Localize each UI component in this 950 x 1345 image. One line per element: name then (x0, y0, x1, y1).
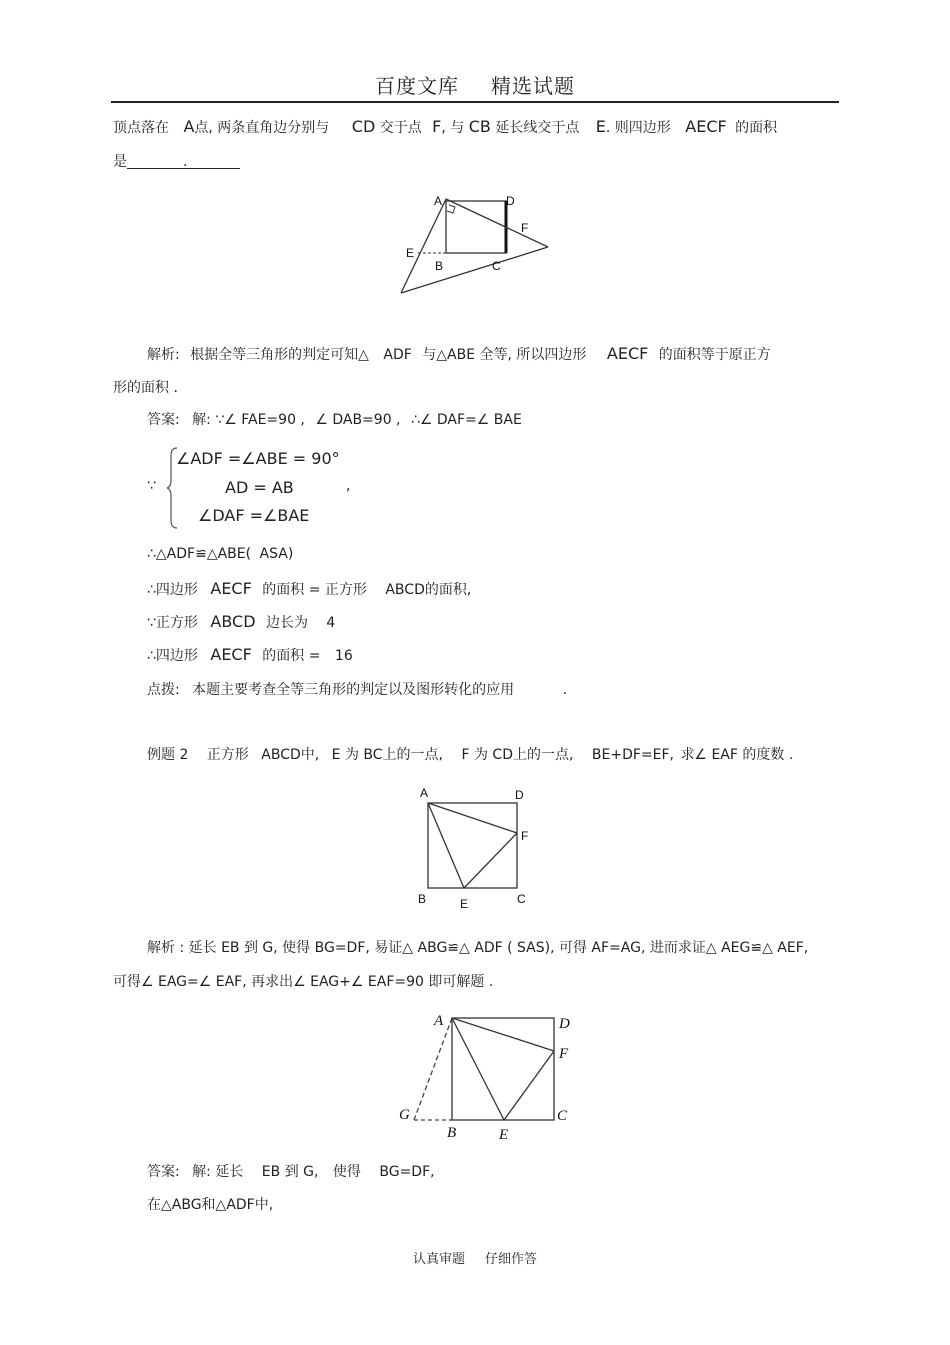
label-a: A (420, 786, 429, 800)
label-c: C (557, 1108, 568, 1124)
square-abcd (446, 201, 506, 253)
page-footer (0, 1248, 950, 1267)
label-a: A (434, 194, 443, 208)
segment-ef (464, 833, 517, 888)
figure-3 (395, 1008, 575, 1143)
analysis-2-line-2: 可得∠ EAG=∠ EAF, 再求出∠ EAG+∠ EAF=90 即可解题 . (113, 974, 494, 990)
label-f: F (521, 221, 529, 235)
label-a: A (434, 1013, 444, 1029)
step-congruent: ∴△ADF≌△ABE( ASA) (147, 546, 294, 562)
segment-ae (452, 1018, 504, 1120)
label-b: B (418, 892, 427, 906)
tip-line: 点拨: 本题主要考查全等三角形的判定以及图形转化的应用 . (147, 682, 568, 698)
answer-1-line: 答案: 解: ∵∠ FAE=90 , ∠ DAB=90 , ∴∠ DAF=∠ BAE (147, 412, 522, 428)
segment-af (428, 803, 517, 833)
analysis-2-line-1: 解析 : 延长 EB 到 G, 使得 BG=DF, 易证△ ABG≌△ ADF ( SAS), 可得 AF=AG, 进而求证△ AEG≌△ AEF, (147, 940, 809, 956)
dashed-ag (414, 1018, 452, 1120)
footer-right: 仔细作答 (485, 1252, 538, 1267)
header-left: 百度文库 (375, 74, 459, 98)
segment-af (452, 1018, 554, 1051)
analysis-1-line-1: 解析: 根据全等三角形的判定可知△ ADF 与△ABE 全等, 所以四边形 AECF 的面积等于原正方 (147, 344, 771, 363)
header-rule (111, 101, 839, 103)
step-side-length: ∵正方形 ABCD 边长为 4 (147, 612, 336, 631)
footer-left: 认真审题 (412, 1252, 465, 1267)
system-eq-2: AD = AB (225, 478, 294, 497)
label-e: E (406, 246, 415, 260)
label-f: F (521, 829, 529, 843)
figure-2 (410, 782, 535, 912)
example-2-line: 例题 2 正方形 ABCD中, E 为 BC上的一点, F 为 CD上的一点, BE+DF=EF, 求∠ EAF 的度数 . (147, 747, 794, 763)
page-header (0, 70, 950, 99)
step-area-result: ∴四边形 AECF 的面积 = 16 (147, 645, 353, 664)
intro-line-1: 顶点落在 A点, 两条直角边分别与 CD 交于点 F, 与 CB 延长线交于点 E. 则四边形 AECF 的面积 (113, 117, 778, 136)
header-right: 精选试题 (491, 74, 575, 98)
system-comma: , (346, 478, 351, 494)
label-f: F (559, 1046, 569, 1062)
label-e: E (460, 897, 469, 911)
segment-ef (504, 1051, 554, 1120)
square-abcd (452, 1018, 554, 1120)
analysis-1-line-2: 形的面积 . (113, 380, 178, 396)
segment-ae (428, 803, 464, 888)
label-b: B (435, 259, 444, 273)
step-area-equal: ∴四边形 AECF 的面积 = 正方形 ABCD的面积, (147, 579, 472, 598)
label-e: E (499, 1127, 509, 1143)
answer-2-line-1: 答案: 解: 延长 EB 到 G, 使得 BG=DF, (147, 1164, 435, 1180)
label-d: D (506, 194, 515, 208)
square-abcd (428, 803, 517, 888)
hypotenuse (401, 247, 548, 293)
label-d: D (515, 788, 524, 802)
leg-af (446, 199, 548, 247)
intro-line-2: 是 . (113, 151, 240, 171)
answer-blank: . (127, 154, 240, 169)
system-eq-1: ∠ADF =∠ABE = 90° (176, 449, 340, 468)
system-eq-3: ∠DAF =∠BAE (198, 506, 310, 525)
label-c: C (517, 892, 526, 906)
label-g: G (399, 1107, 410, 1123)
label-d: D (559, 1016, 570, 1032)
because-symbol: ∵ (147, 478, 156, 494)
figure-1 (395, 190, 565, 305)
answer-2-line-2: 在△ABG和△ADF中, (147, 1197, 274, 1213)
right-angle-mark (447, 205, 455, 213)
label-b: B (447, 1125, 457, 1141)
label-c: C (492, 259, 501, 273)
